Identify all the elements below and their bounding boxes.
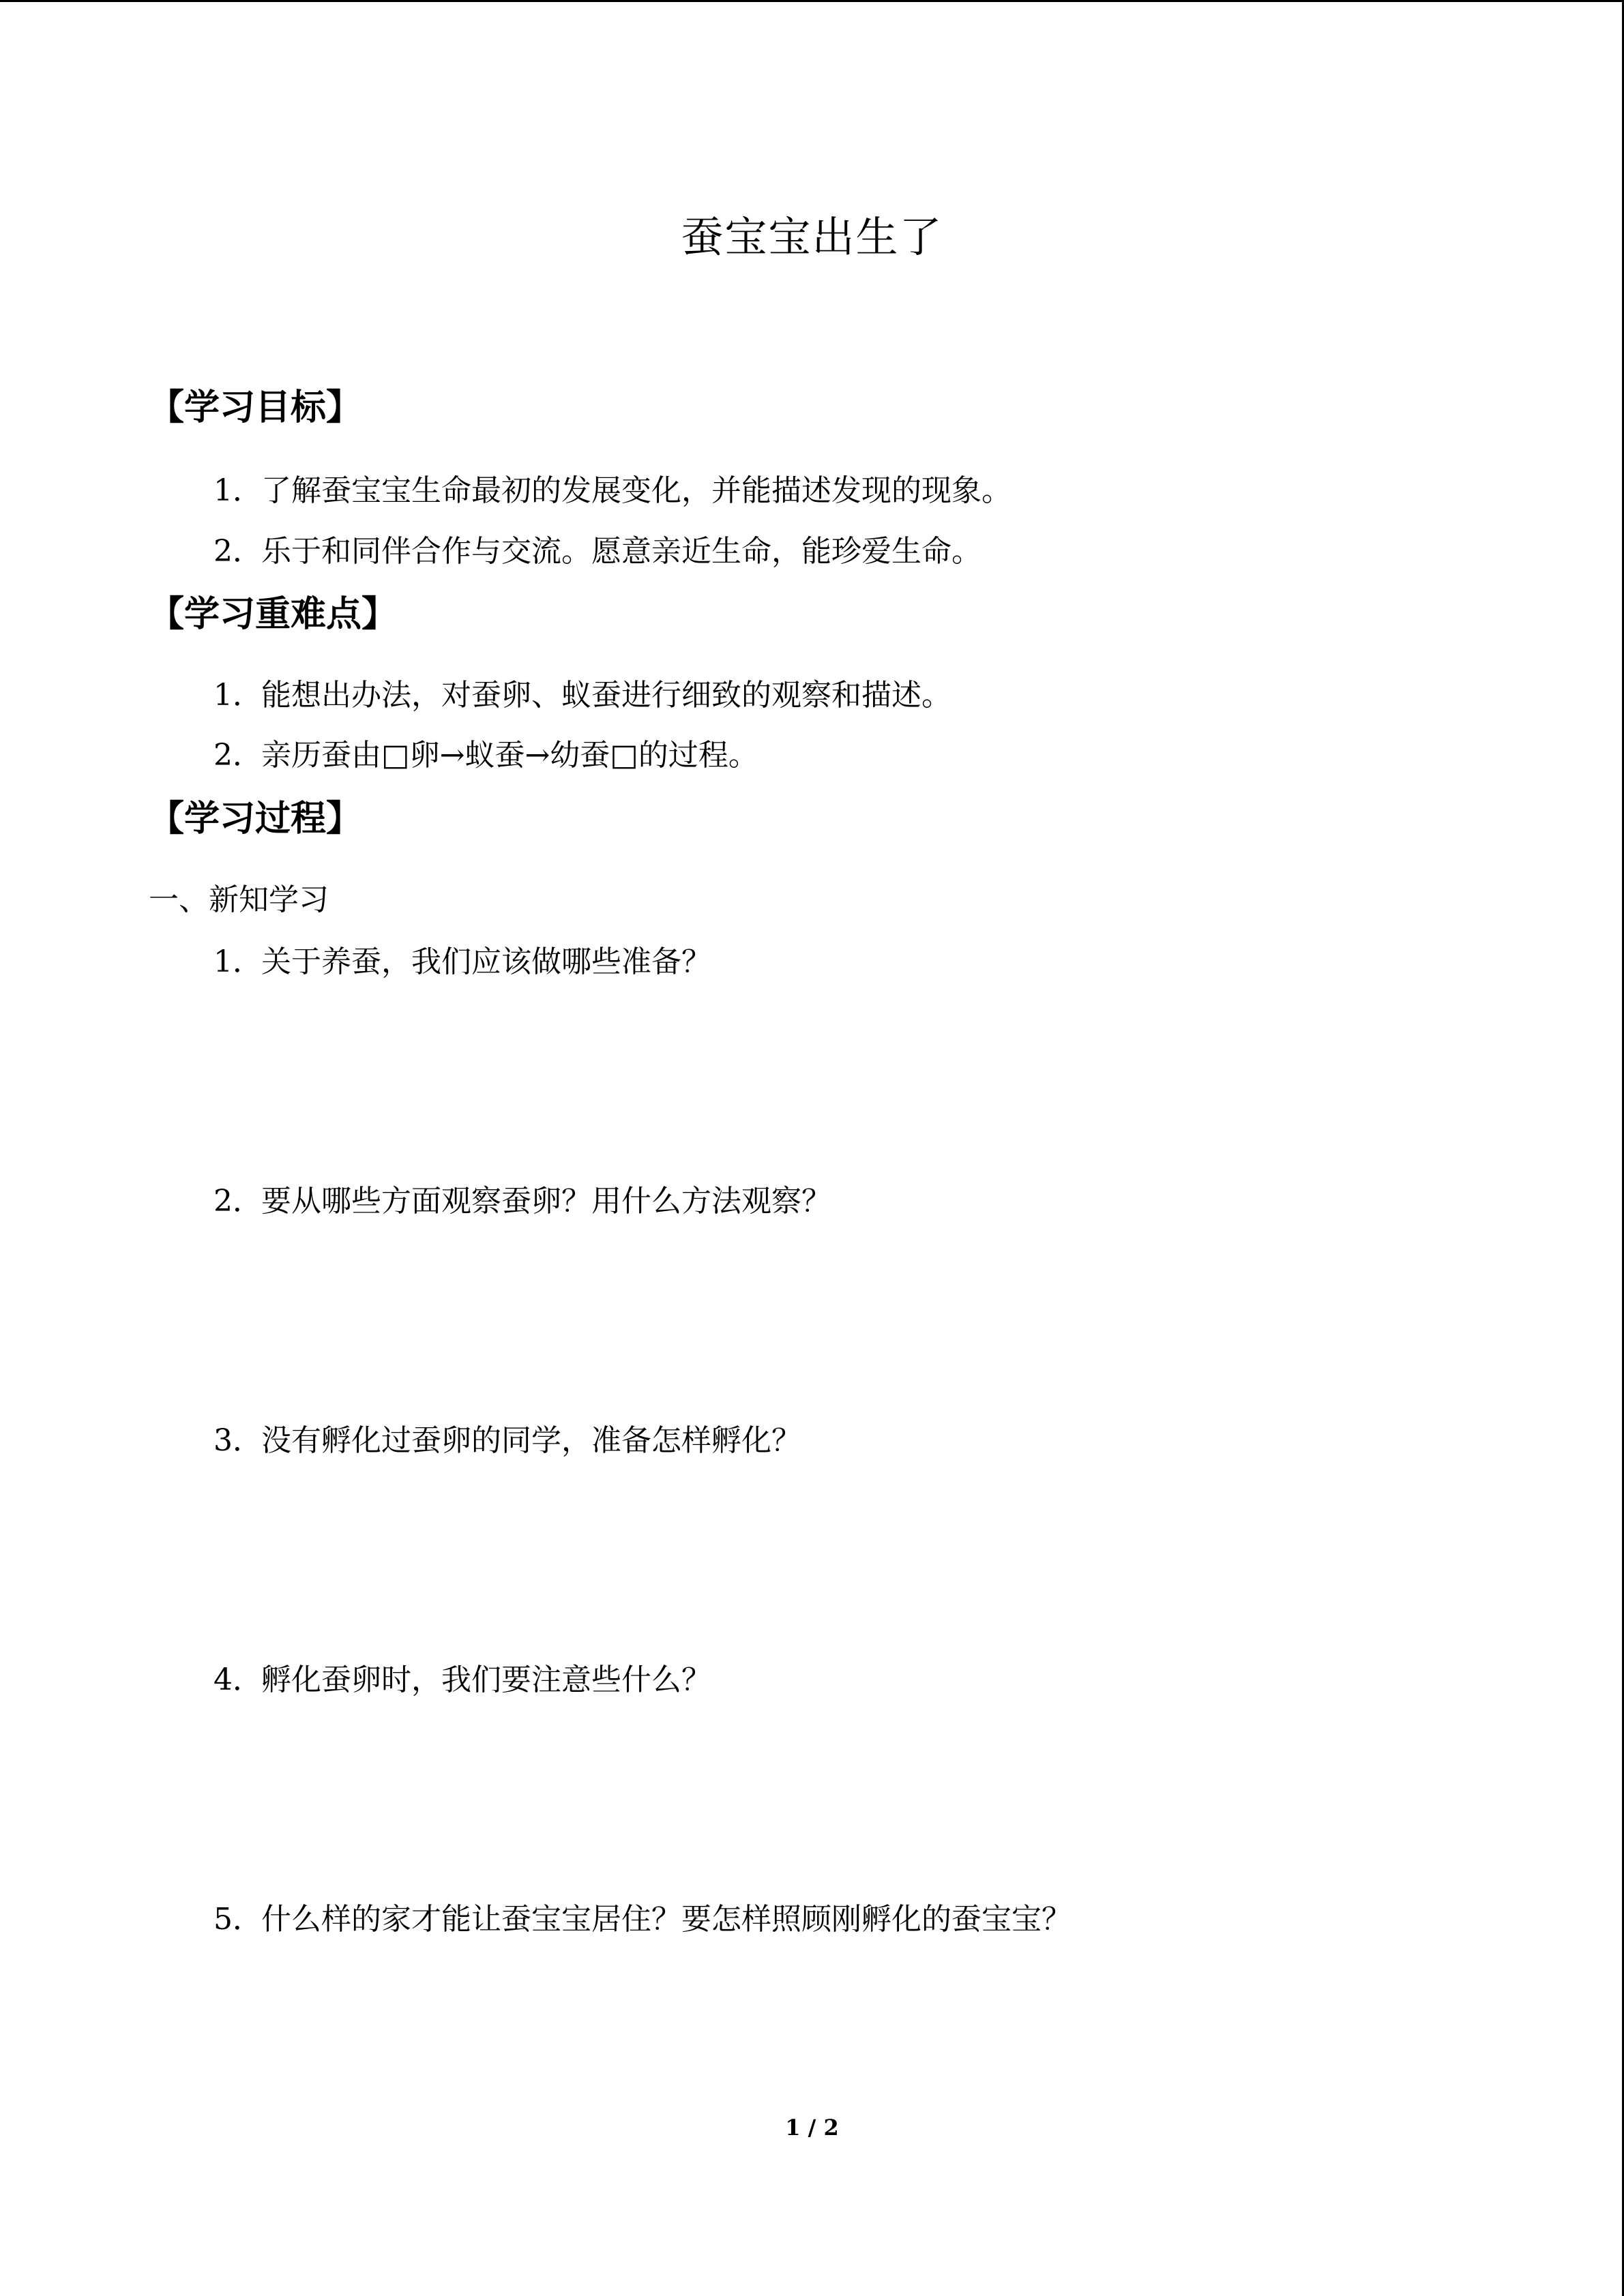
- question-item-1-text: 关于养蚕，我们应该做哪些准备？: [261, 944, 711, 979]
- objective-item-1-number: 1．: [213, 473, 263, 508]
- question-item-2-number: 2．: [213, 1184, 263, 1219]
- objective-item-2-text: 乐于和同伴合作与交流。愿意亲近生命，能珍爱生命。: [261, 534, 981, 569]
- section-heading-objectives: 【学习目标】: [149, 387, 362, 428]
- document-title: 蚕宝宝出生了: [681, 212, 943, 262]
- objective-item-1: [213, 471, 1012, 511]
- page-border-top: [0, 0, 1624, 2]
- objective-item-1-text: 了解蚕宝宝生命最初的发展变化，并能描述发现的现象。: [261, 473, 1012, 508]
- question-item-1: [213, 942, 711, 983]
- question-item-3: [213, 1420, 801, 1461]
- question-item-5: [213, 1899, 1072, 1940]
- question-item-4: [213, 1660, 711, 1701]
- question-item-2: [213, 1181, 831, 1222]
- question-item-5-text: 什么样的家才能让蚕宝宝居住？要怎样照顾刚孵化的蚕宝宝？: [261, 1902, 1072, 1937]
- section-heading-key-points: 【学习重难点】: [149, 594, 398, 635]
- objective-item-2-number: 2．: [213, 534, 263, 569]
- page-number: 1 / 2: [785, 2115, 839, 2141]
- question-item-1-number: 1．: [213, 944, 263, 979]
- question-item-3-text: 没有孵化过蚕卵的同学，准备怎样孵化？: [261, 1423, 801, 1458]
- key-point-item-2-number: 2．: [213, 738, 263, 773]
- question-item-4-number: 4．: [213, 1663, 263, 1697]
- key-point-item-1-number: 1．: [213, 678, 263, 713]
- key-point-item-1-text: 能想出办法，对蚕卵、蚁蚕进行细致的观察和描述。: [261, 678, 951, 713]
- key-point-item-2-text: 亲历蚕由□卵→蚁蚕→幼蚕□的过程。: [261, 738, 758, 773]
- question-item-2-text: 要从哪些方面观察蚕卵？用什么方法观察？: [261, 1184, 831, 1219]
- question-item-4-text: 孵化蚕卵时，我们要注意些什么？: [261, 1663, 711, 1697]
- key-point-item-2: [213, 735, 758, 776]
- section-heading-process: 【学习过程】: [149, 799, 362, 839]
- objective-item-2: [213, 531, 981, 572]
- question-item-3-number: 3．: [213, 1423, 263, 1458]
- key-point-item-1: [213, 675, 951, 716]
- question-item-5-number: 5．: [213, 1902, 263, 1937]
- subsection-new-knowledge: 一、新知学习: [149, 882, 329, 917]
